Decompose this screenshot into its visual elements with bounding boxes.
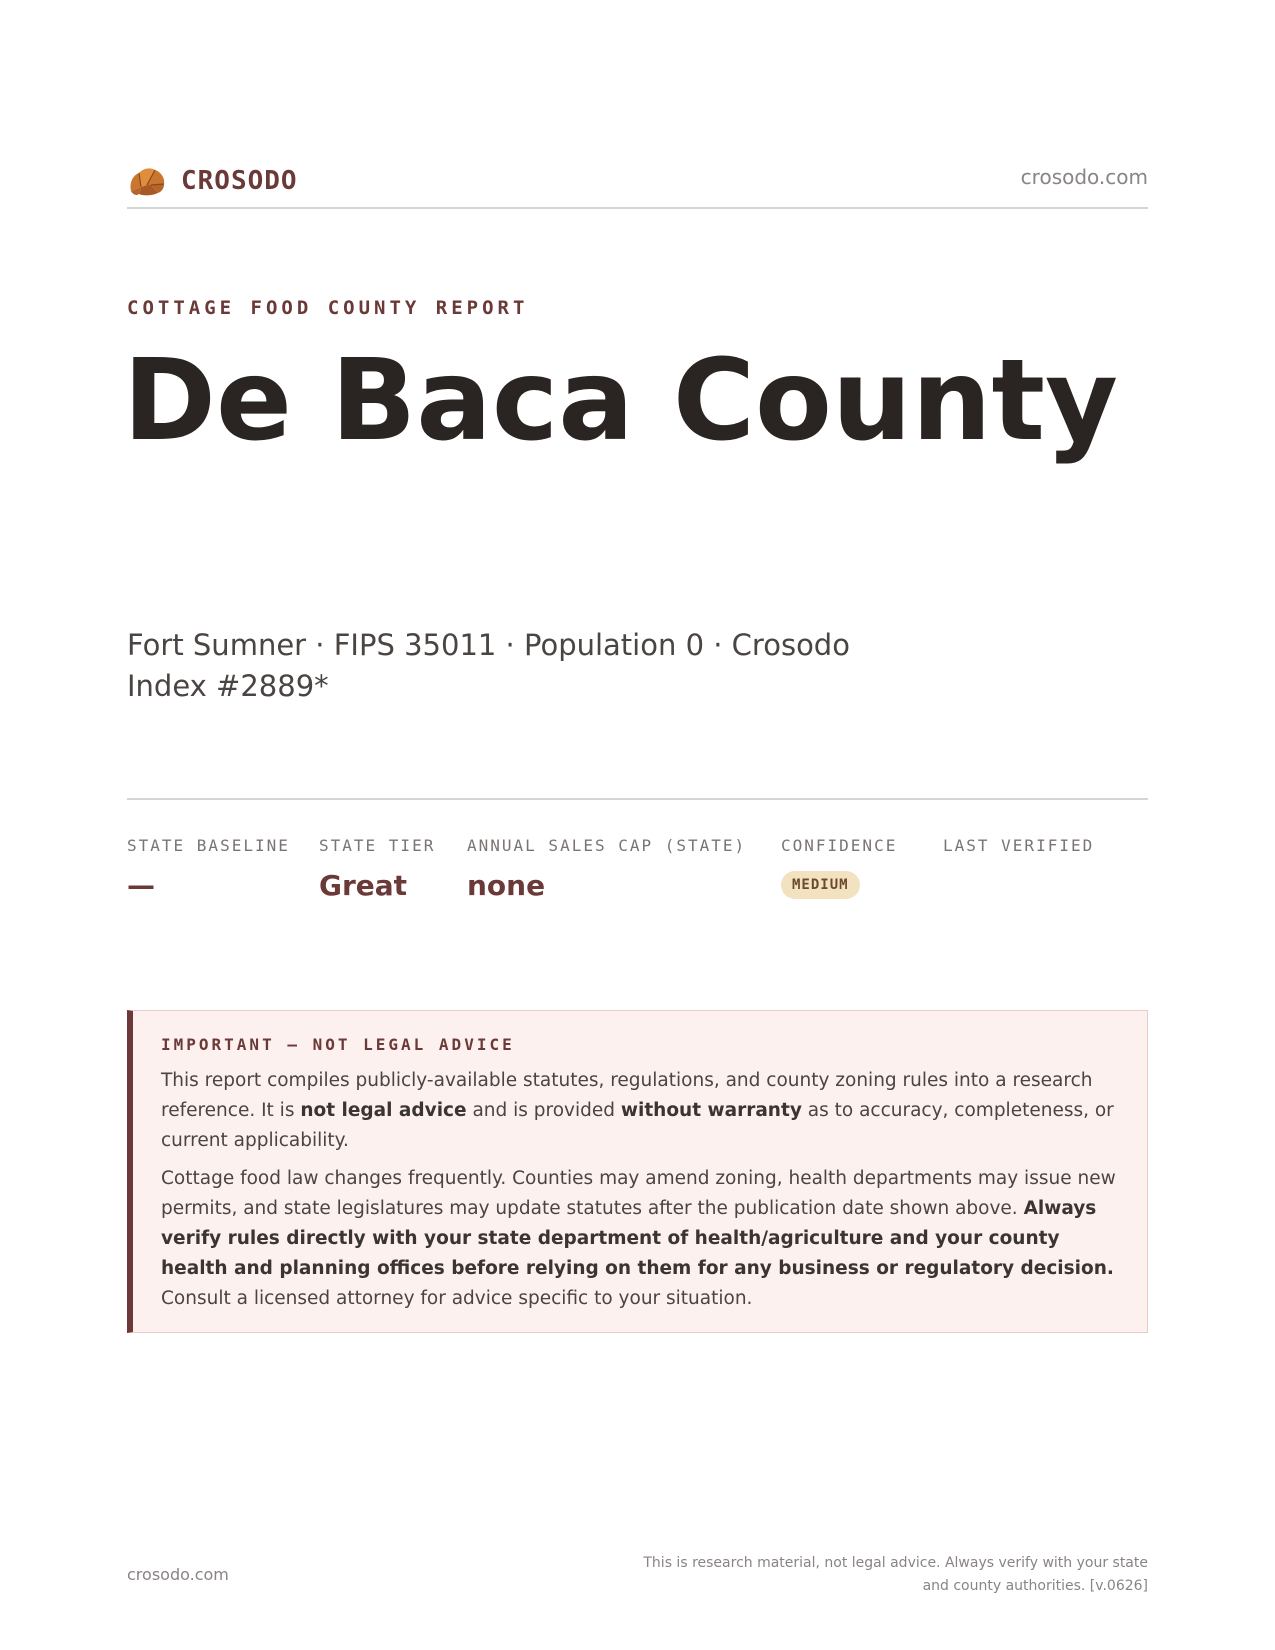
stat-label: LAST VERIFIED (943, 836, 1095, 855)
stat-value: — (127, 869, 155, 902)
header-url[interactable]: crosodo.com (1020, 165, 1148, 189)
page-title: De Baca County (123, 336, 1118, 466)
stat-value: none (467, 869, 546, 902)
stat-label: STATE TIER (319, 836, 436, 855)
croissant-icon (127, 161, 167, 201)
notice-paragraph-1: This report compiles publicly-available statutes, regulations, and county zoning rules into a research reference. It is not legal advice and is provided without warranty as to accuracy, completeness, or current applicability. (161, 1070, 1114, 1151)
stat-last-verified (943, 836, 1094, 869)
stat-state-tier (319, 836, 435, 902)
notice-heading: IMPORTANT — NOT LEGAL ADVICE (161, 1035, 515, 1054)
brand-name: CROSODO (181, 166, 298, 196)
stat-label: CONFIDENCE (781, 836, 898, 855)
county-details: Fort Sumner · FIPS 35011 · Population 0 · Crosodo Index #2889* (127, 628, 850, 703)
footer-url[interactable]: crosodo.com (127, 1565, 229, 1584)
stat-value: Great (319, 869, 408, 902)
confidence-badge: MEDIUM (781, 871, 860, 899)
footer-disclaimer: This is research material, not legal advice. Always verify with your state and county authorities. [v.0626] (643, 1555, 1148, 1594)
notice-paragraph-2: Cottage food law changes frequently. Counties may amend zoning, health departments may issue new permits, and state legislatures may update statutes after the publication date shown above. Always verify rules directly with your state department of health/agriculture and your county health and planning offices before relying on them for any business or regulatory decision. Consult a licensed attorney for advice specific to your situation. (161, 1168, 1116, 1309)
stat-label: STATE BASELINE (127, 836, 290, 855)
stat-confidence (781, 836, 897, 899)
report-page (123, 0, 1148, 1650)
stat-label: ANNUAL SALES CAP (STATE) (467, 836, 747, 855)
stat-annual-sales-cap (467, 836, 746, 902)
brand[interactable] (127, 161, 298, 201)
legal-notice (127, 1010, 1148, 1333)
stat-state-baseline (127, 836, 290, 902)
report-eyebrow: COTTAGE FOOD COUNTY REPORT (127, 297, 529, 319)
page-header (127, 155, 1148, 209)
stats-divider (127, 798, 1148, 800)
